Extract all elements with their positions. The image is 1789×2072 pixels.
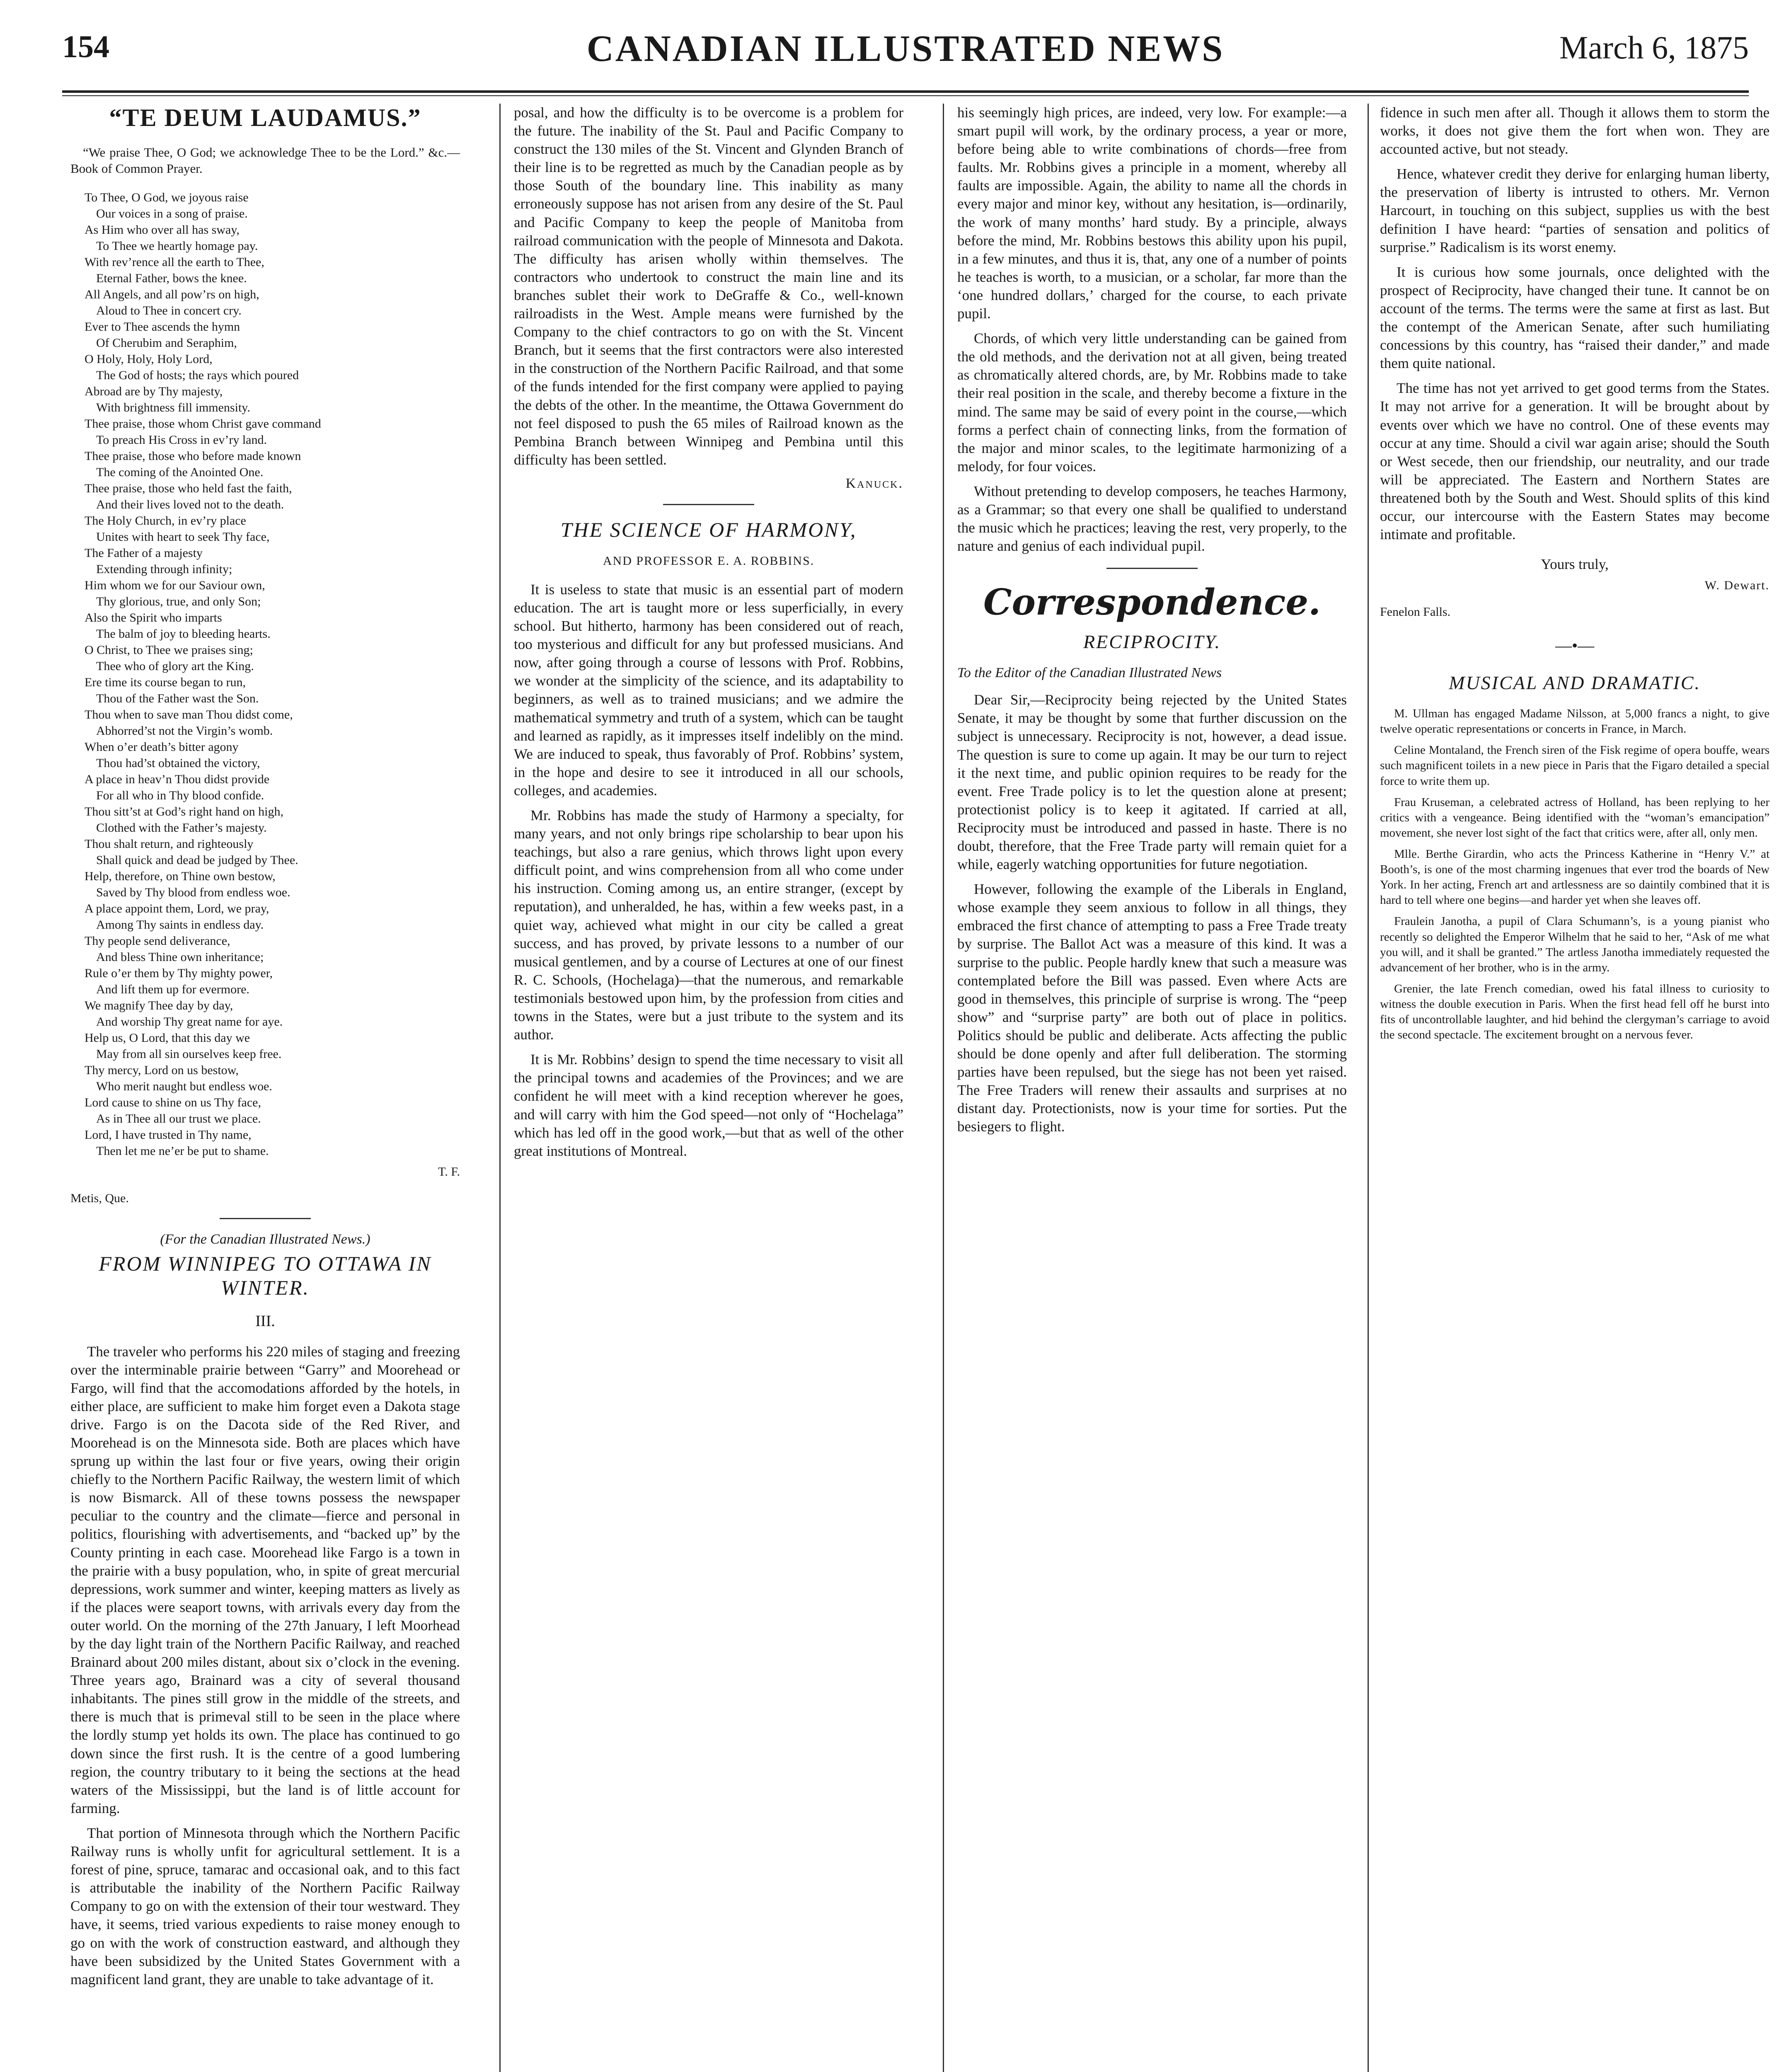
masthead-rule [62,90,1749,93]
hymn-line: Our voices in a song of praise. [96,206,248,220]
music-item: Frau Kruseman, a celebrated actress of Holland, has been replying to her critics with a vengeance. Being identified with the “woman’s emancipation” movement, she never lost sight of the fact that critics were, after all, only men. [1380,795,1770,840]
hymn-line: The coming of the Anointed One. [96,465,264,479]
hymn-line: The Holy Church, in ev’ry place [85,513,246,528]
hymn-line: Thou had’st obtained the victory, [96,756,260,770]
hymn-line: Who merit naught but endless woe. [96,1079,272,1093]
column-divider [499,104,501,2072]
article-paragraph: Chords, of which very little understanding can be gained from the old methods, and the derivation not at all given, being treated as chromatically altered chords, are, by Mr. Robbins made to take their real position in the scale, and thereby become a fixture in the mind. The same may be said of every point in the course,—which forms a perfect chain of connecting links, from the formation of the major and minor scales, to the legitimate harmonizing of a melody, for four voices. [957,330,1347,474]
hymn-line: With brightness fill immensity. [96,400,250,414]
hymn-line: Lord, I have trusted in Thy name, [85,1128,252,1142]
music-item: M. Ullman has engaged Madame Nilsson, at 5,000 francs a night, to give twelve operatic representations or concerts in France, in March. [1380,707,1770,736]
hymn-line: O Holy, Holy, Holy Lord, [85,352,213,366]
hymn-line: Also the Spirit who imparts [85,610,222,625]
article-paragraph: It is Mr. Robbins’ design to spend the time necessary to visit all the principal towns and academies of the Provinces; and we are confident he will meet with a kind reception wherever he goes, and will carry with him the God speed—not only of “Hochelaga” which has led off in the good work,—but that as well of the other great institutions of Montreal. [514,1051,903,1159]
masthead-rule-thin [62,95,1749,96]
correspondence-salutation: To the Editor of the Canadian Illustrated News [957,665,1222,681]
hymn-line: The Father of a majesty [85,546,203,560]
paper-title: CANADIAN ILLUSTRATED NEWS [586,28,1225,69]
letter-paragraph: It is curious how some journals, once delighted with the prospect of Reciprocity, have changed their tune. It cannot be on account of the terms. The terms were the same at first as last. But the contempt of the American Senate, after such humiliating concessions by this country, has “raised their dander,” and made them quite national. [1380,264,1770,372]
hymn-line: Then let me ne’er be put to shame. [96,1144,269,1158]
letter-author: W. Dewart. [1704,579,1770,593]
section-rule [1106,568,1198,569]
hymn-line: As in Thee all our trust we place. [96,1111,261,1126]
article-paragraph: his seemingly high prices, are indeed, very low. For example:—a smart pupil will work, by the ordinary process, a year or more, before being able to write combinations of chords—free from faults. Mr. Robbins gives a principle in a moment, whereby all faults are impossible. Again, the ability to name all the chords in every major and minor key, without any hesitation, is—ordinarily, the work of many months’ hard study. By a principle, always before the mind, Mr. Robbins bestows this ability upon his pupil, in a few minutes, and thus it is, that, any one of a number of points he teaches is worth, to a musician, or a scholar, far more than the ‘one hundred dollars,’ charged for the course, to each private pupil. [957,104,1347,322]
hymn-line: Lord cause to shine on us Thy face, [85,1095,261,1109]
music-title: MUSICAL AND DRAMATIC. [1449,672,1701,694]
article-title: FROM WINNIPEG TO OTTAWA IN WINTER. [99,1251,432,1299]
article-paragraph: posal, and how the difficulty is to be overcome is a problem for the future. The inability of the St. Paul and Pacific Company to construct the 130 miles of the St. Vincent and Glynden Branch of their line is to be regretted as much by the Canadian people as by those South of the boundary line. This inability as many erroneously suppose has not arisen from any desire of the St. Paul and Pacific Company to keep the people of Manitoba from railroad communication with the people of Minnesota and Dakota. The difficulty has arisen wholly within themselves. The contractors who undertook to construct the main line and its branches sublet their work to DeGraffe & Co., well-known railroadists in the West. Ample means were furnished by the Company to the chief contractors to go on with the St. Vincent Branch, but it seems that the first contractors were also interested in the construction of the Northern Pacific Railroad, and that some of the funds intended for the first company were applied to paying the debts of the other. In the meantime, the Ottawa Government do not feel disposed to push the 65 miles of Railroad known as the Pembina Branch between Winnipeg and Pembina until this difficulty has been settled. [514,104,903,468]
ornamental-rule: —•— [1555,636,1594,655]
hymn-line: Saved by Thy blood from endless woe. [96,885,291,899]
hymn-line: And their lives loved not to the death. [96,497,284,511]
hymn-line: A place in heav’n Thou didst provide [85,772,270,786]
hymn-line: Thou shalt return, and righteously [85,837,254,851]
hymn-line: Thee praise, those who before made known [85,449,301,463]
column-2 [514,104,903,2072]
article-credit: (For the Canadian Illustrated News.) [160,1231,370,1247]
hymn-line: Thou when to save man Thou didst come, [85,707,293,721]
letter-paragraph: fidence in such men after all. Though it allows them to storm the works, it does not give them the fort when won. They are accounted active, but not steady. [1380,104,1770,157]
hymn-line: With rev’rence all the earth to Thee, [85,255,264,269]
hymn-line: Ever to Thee ascends the hymn [85,320,240,334]
hymn-line: To Thee, O God, we joyous raise [85,190,249,204]
letter-closing: Yours truly, [1541,556,1609,573]
hymn-line: And bless Thine own inheritance; [96,950,264,964]
hymn-line: Rule o’er them by Thy mighty power, [85,966,273,980]
article-part-number: III. [255,1312,275,1330]
column-divider [943,104,944,2072]
hymn-line: May from all sin ourselves keep free. [96,1047,282,1061]
hymn-line: And lift them up for evermore. [96,982,249,996]
hymn-line: Shall quick and dead be judged by Thee. [96,853,298,867]
hymn-line: Extending through infinity; [96,562,232,576]
hymn-line: Help, therefore, on Thine own bestow, [85,869,276,883]
hymn-line: Abroad are by Thy majesty, [85,384,223,398]
hymn-line: Ere time its course began to run, [85,675,246,689]
hymn-line: The God of hosts; the rays which poured [96,368,299,382]
hymn-epigraph: “We praise Thee, O God; we acknowledge Thee to be the Lord.” &c.—Book of Common Prayer. [70,145,460,176]
page-number: 154 [62,29,109,64]
hymn-line: All Angels, and all pow’rs on high, [85,287,259,301]
hymn-line: Thee praise, those who held fast the faith, [85,481,292,495]
article-signoff: Kanuck. [845,475,903,491]
hymn-title: “TE DEUM LAUDAMUS.” [109,104,421,131]
hymn-line: Abhorred’st not the Virgin’s womb. [96,724,273,738]
hymn-place: Metis, Que. [70,1191,129,1205]
column-divider [1368,104,1369,2072]
hymn-line: The balm of joy to bleeding hearts. [96,627,271,641]
hymn-line: We magnify Thee day by day, [85,998,233,1012]
masthead [62,25,1749,87]
issue-date: March 6, 1875 [1559,29,1749,65]
hymn-line: And worship Thy great name for aye. [96,1014,283,1029]
hymn-line: Unites with heart to seek Thy face, [96,530,270,544]
hymn-line: Aloud to Thee in concert cry. [96,303,242,317]
letter-place: Fenelon Falls. [1380,605,1450,619]
hymn-line: Thy glorious, true, and only Son; [96,594,261,608]
article-paragraph: Mr. Robbins has made the study of Harmony a specialty, for many years, and not only brings ripe scholarship to bear upon his teachings, but also a rare genius, which throws light upon every difficult point, and wins comprehension from all who come under his instruction. Coming among us, an entire stranger, (except by reputation), and unheralded, he has, within a few weeks past, in a quiet way, achieved what might in our city be called a great success, and has proved, by private lessons to a number of our musical gentlemen, and by a course of Lectures at one of our finest R. C. Schools, (Hochelaga)—that the numerous, and remarkable testimonials bestowed upon him, by the profession from cities and towns in the States, were but a just tribute to the system and its author. [514,807,903,1043]
hymn-line: Among Thy saints in endless day. [96,917,264,932]
hymn-line: O Christ, to Thee we praises sing; [85,643,253,657]
column-1 [70,104,460,2072]
music-item: Grenier, the late French comedian, owed his fatal illness to curiosity to witness the double execution in Paris. When the first head fell off he burst into fits of uncontrollable laughter, and hid behind the clergyman’s carriage to avoid the second spectacle. The excitement brought on a nervous fever. [1380,982,1770,1042]
correspondence-title: RECIPROCITY. [1083,631,1221,653]
letter-paragraph: Dear Sir,—Reciprocity being rejected by the United States Senate, it may be thought by some that further discussion on the subject is unnecessary. Reciprocity is not, however, a dead issue. The question is sure to come up again. It may be our turn to reject it the next time, and public opinion requires to be ready for the event. Free Trade policy is to let the question alone at present; protectionist policy is to keep it agitated. If carried at all, Reciprocity must be introduced and passed in haste. There is no doubt, therefore, that the Free Trade party will remain quiet for a while, eagerly watching opportunities for future negotiation. [957,692,1347,873]
letter-paragraph: Hence, whatever credit they derive for enlarging human liberty, the preservation of liberty is intrusted to others. Mr. Vernon Harcourt, in touching on this subject, supplies us with the best definition I have heard: “parties of sensation and politics of surprise.” Radicalism is its worst enemy. [1380,166,1770,255]
article-paragraph: Without pretending to develop composers, he teaches Harmony, as a Grammar; so that every one shall be qualified to understand the music which he practices; leaving the rest, very properly, to the nature and genius of each individual pupil. [957,483,1347,554]
hymn-line: Thy people send deliverance, [85,934,230,948]
hymn-line: Clothed with the Father’s majesty. [96,821,267,835]
science-title: THE SCIENCE OF HARMONY, [560,518,857,541]
music-item: Celine Montaland, the French siren of the Fisk regime of opera bouffe, wears such magnificent toilets in a new piece in Paris that the Figaro detailed a special force to write them up. [1380,743,1770,788]
letter-paragraph: The time has not yet arrived to get good terms from the States. It may not arrive for a generation. It will be brought about by events over which we have no control. One of these events may occur at any time. Should a civil war again arise; should the South or West secede, then our friendship, our neutrality, and our trade will be appreciated. The Eastern and Northern States are threatened both by the South and West. Should splits of this kind occur, our intercourse with the Eastern States may become intimate and profitable. [1380,380,1770,543]
hymn-line: For all who in Thy blood confide. [96,788,264,802]
section-rule [663,504,754,505]
section-rule [220,1218,311,1219]
article-paragraph: That portion of Minnesota through which the Northern Pacific Railway runs is wholly unfit for agricultural settlement. It is a forest of pine, spruce, tamarac and occasional oak, and to this fact is attributable the inability of the Northern Pacific Railway Company to go on with the extension of their tour westward. They have, it seems, tried various expedients to raise money enough to go on with the work of construction eastward, and although they have been subsidized by the United States Government with a magnificent land grant, they are unable to take advantage of it. [70,1825,460,1987]
letter-paragraph: However, following the example of the Liberals in England, whose example they seem anxious to follow in all things, they embraced the first chance of attempting to pass a Free Trade treaty by surprise. The Ballot Act was a measure of this kind. It was a surprise to the public. People hardly knew that such a measure was contemplated before the Bill was passed. Even where Acts are good in themselves, this principle of surprise is wrong. The “peep show” and “surprise party” are both out of place in politics. Politics should be public and deliberate. Acts affecting the public should be done openly and after full deliberation. The storming parties have been repulsed, but the siege has not been yet raised. The Free Traders will renew their assaults and surprises at no distant day. Protectionists, now is your time for sorties. Put the besiegers to flight. [957,881,1347,1135]
hymn-line: Thee praise, those whom Christ gave command [85,416,321,431]
hymn-line: Eternal Father, bows the knee. [96,271,247,285]
hymn-line: A place appoint them, Lord, we pray, [85,901,269,915]
science-byline: AND PROFESSOR E. A. ROBBINS. [603,554,815,568]
correspondence-heading: Correspondence. [983,581,1321,624]
hymn-line: Him whom we for our Saviour own, [85,578,265,592]
article-paragraph: It is useless to state that music is an essential part of modern education. The art is taught more or less superficially, in every school. But hitherto, harmony has been considered out of reach, too mysterious and difficult for any but professed musicians. And now, after going through a course of lessons with Prof. Robbins, we wonder at the simplicity of the science, and its adaptability to beginners, as well as to trained musicians; and we admire the mathematical symmetry and truth of a system, which can be taught and learned as rapidly, as it impresses itself indelibly on the mind. We are induced to speak, thus favorably of Prof. Robbins’ system, in the hope and desire to see it introduced in all our schools, colleges, and academies. [514,581,903,799]
hymn-verse [70,189,460,1159]
hymn-line: Thee who of glory art the King. [96,659,254,673]
hymn-line: Thou of the Father wast the Son. [96,691,259,705]
hymn-line: Help us, O Lord, that this day we [85,1031,250,1045]
hymn-line: Thou sitt’st at God’s right hand on high, [85,804,283,818]
music-item: Mlle. Berthe Girardin, who acts the Princess Katherine in “Henry V.” at Booth’s, is one of the most charming ingenues that ever trod the boards of New York. In her acting, French art and artlessness are so daintily combined that it is hard to tell where one begins—and harder yet when she leaves off. [1380,847,1770,907]
hymn-line: To preach His Cross in ev’ry land. [96,433,267,447]
hymn-line: Of Cherubim and Seraphim, [96,336,237,350]
music-item: Fraulein Janotha, a pupil of Clara Schumann’s, is a young pianist who recently so delighted the Emperor Wilhelm that he said to her, “Ask of me what you will, and it shall be granted.” The artless Janotha immediately requested the advancement of her brother, who is in the army. [1380,915,1770,974]
hymn-line: Thy mercy, Lord on us bestow, [85,1063,239,1077]
hymn-line: As Him who over all has sway, [85,223,240,237]
article-paragraph: The traveler who performs his 220 miles of staging and freezing over the interminable prairie between “Garry” and Moorehead or Fargo, will find that the accomodations afforded by the hotels, in either place, are sufficient to make him forget even a Dakota stage drive. Fargo is on the Dacota side of the Red River, and Moorehead is on the Minnesota side. Both are places which have sprung up within the last four or five years, owing their origin chiefly to the Northern Pacific Railway, the western limit of which is now Bismarck. All of these towns possess the newspaper peculiar to the country and the climate—fierce and personal in politics, flourishing with advertisements, and “backed up” by the County printing in each case. Moorehead like Fargo is a town in the prairie with a busy population, who, in spite of great mercurial depressions, work summer and winter, keeping matters as lively as if the places were seaport towns, with arrivals every day from the outer world. On the morning of the 27th January, I left Moorhead by the day light train of the Northern Pacific Railway, and reached Brainard about 200 miles distant, about six o’clock in the evening. Three years ago, Brainard was a city of several thousand inhabitants. The pines still grow in the middle of the streets, and there is much that is primeval still to be seen in the place where the lordly stump yet holds its own. The place has continued to go down since the first rush. It is the centre of a good lumbering region, the country tributary to it being the sections at the head waters of the Mississippi, but the land is of little account for farming. [70,1343,460,1816]
column-3 [957,104,1347,2072]
hymn-line: To Thee we heartly homage pay. [96,239,258,253]
hymn-line: When o’er death’s bitter agony [85,740,239,754]
hymn-author: T. F. [438,1164,460,1179]
column-4 [1380,104,1770,2072]
